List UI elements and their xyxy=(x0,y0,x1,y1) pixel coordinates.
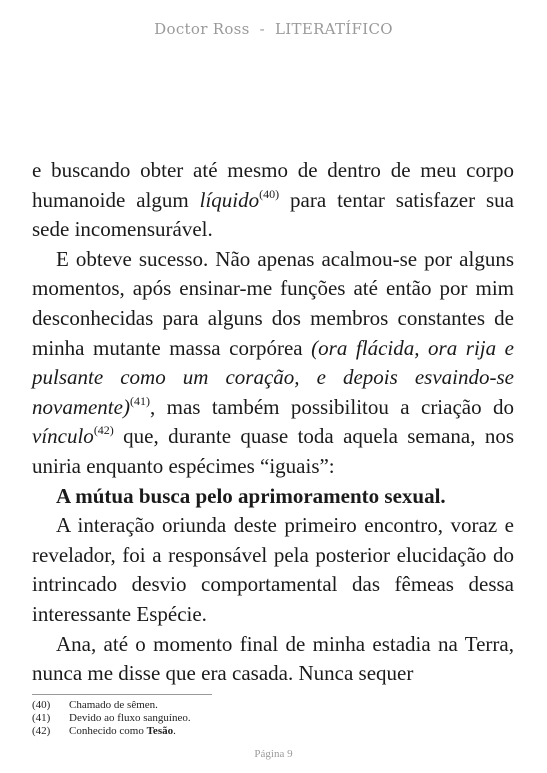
paragraph-2-italic-2: vínculo xyxy=(32,424,94,449)
footnote-ref-42[interactable]: (42) xyxy=(93,423,114,438)
paragraph-1-text-1: e buscando obter até mesmo de dentro de meu corpo humanoide algum xyxy=(32,158,514,212)
header-book-title: LITERATÍFICO xyxy=(275,20,393,38)
body-text xyxy=(32,156,514,689)
paragraph-1-italic-1: líquido xyxy=(199,187,260,212)
footnote-ref-40[interactable]: (40) xyxy=(259,186,280,201)
paragraph-1 xyxy=(32,156,514,245)
footnote-42 xyxy=(32,725,332,738)
footnote-number: (40) xyxy=(32,699,51,711)
running-header xyxy=(0,20,547,38)
paragraph-2-text-1: E obteve sucesso. Não apenas acalmou-se por alguns momentos, após ensinar-me funções até então por mim desconhecidas para alguns dos membros constantes de minha mutante massa corpórea xyxy=(32,246,514,360)
footnote-number: (41) xyxy=(32,712,51,724)
section-subtitle: A mútua busca pelo aprimoramento sexual. xyxy=(56,483,446,508)
footnotes xyxy=(32,694,212,738)
paragraph-1-text-2: para tentar satisfazer sua sede incomensurável. xyxy=(32,187,514,242)
header-separator: - xyxy=(259,20,266,38)
footnote-number: (42) xyxy=(32,725,51,737)
header-author: Doctor Ross xyxy=(154,20,250,38)
paragraph-3: A interação oriunda deste primeiro encontro, voraz e revelador, foi a responsável pela posterior elucidação do intrincado desvio comportamental das fêmeas dessa interessante Espécie. xyxy=(32,513,514,626)
footnote-40 xyxy=(32,699,332,712)
footnote-text-end: . xyxy=(173,725,176,737)
footnote-text: Chamado de sêmen. xyxy=(69,699,158,711)
paragraph-2-text-2: , mas também possibilitou a criação do xyxy=(149,394,514,419)
footnote-text: Conhecido como xyxy=(69,725,147,737)
paragraph-2-italic-1: (ora flácida, ora rija e pulsante como um coração, e depois esvaindo-se novamente) xyxy=(32,335,515,419)
paragraph-2-text-3: que, durante quase toda aquela semana, nos uniria enquanto espécimes “iguais”: xyxy=(32,424,514,478)
footnote-text: Devido ao fluxo sanguíneo. xyxy=(69,712,191,724)
paragraph-4: Ana, até o momento final de minha estadia na Terra, nunca me disse que era casada. Nunca sequer xyxy=(32,631,514,686)
footnote-ref-41[interactable]: (41) xyxy=(129,393,150,408)
paragraph-2 xyxy=(32,245,514,482)
page-number: Página 9 xyxy=(254,748,293,760)
footnote-41 xyxy=(32,712,332,725)
footnote-bold-term: Tesão xyxy=(146,725,174,737)
